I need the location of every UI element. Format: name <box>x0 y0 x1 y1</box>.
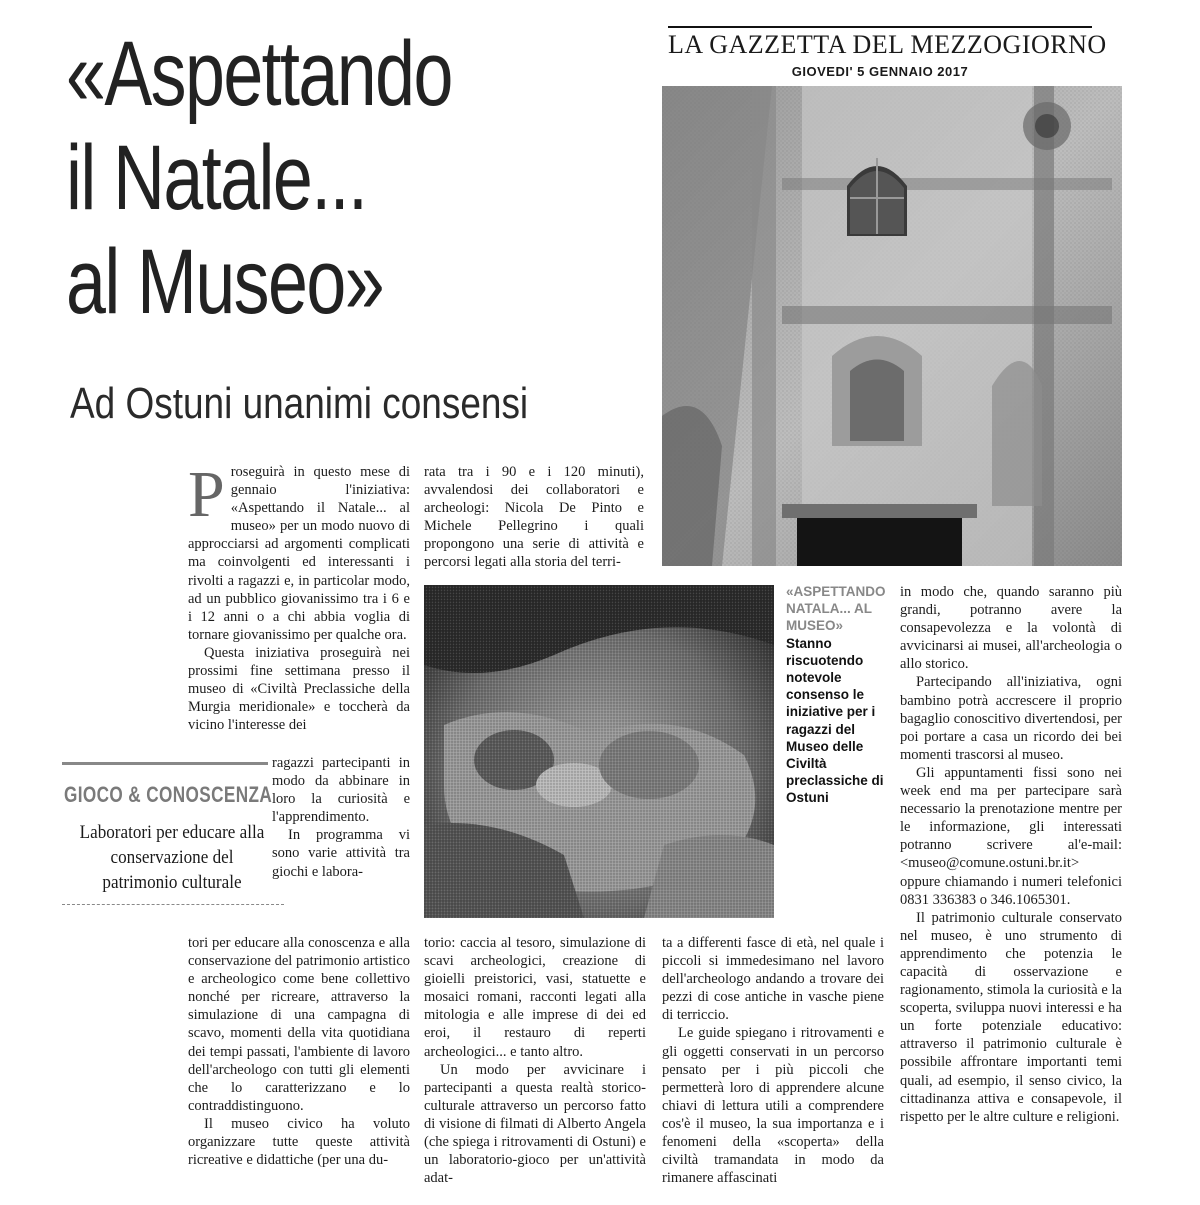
article-column-2-top <box>424 463 644 572</box>
paragraph: Il patrimonio culturale conservato nel museo, è uno strumento di apprendimento che potenzia le capacità di osservazione e ragionamento, stimola la curiosità e la scoperta, sviluppa nuovi interessi e ha un forte potenziale educativo: attraverso il patrimonio culturale è possibile affrontare importanti temi quali, ad esempio, il senso civico, la cittadinanza attiva e consapevole, il rispetto per le altre culture e religioni. <box>900 909 1122 1125</box>
caption-text: Stanno riscuotendo notevole consenso le iniziative per i ragazzi del Museo delle Civiltà preclassiche di Ostuni <box>786 635 884 806</box>
paragraph: In programma vi sono varie attività tra giochi e labora- <box>272 827 410 880</box>
excavation-photo <box>424 585 774 918</box>
sidebar-top-rule <box>62 762 268 765</box>
headline-line-2: il Natale... <box>66 127 367 229</box>
paragraph: roseguirà in questo mese di gennaio l'iniziativa: «Aspettando il Natale... al museo» per un modo nuovo di approcciarsi ad argomenti complicati ma coinvolgenti ed interessanti i rivolti a ragazzi e, in particolar modo, ad un pubblico giovanissimo tra i 6 e i 12 anni o a chi abbia voglia di tornare giovanissimo per qualche ora. <box>188 464 410 643</box>
subheadline: Ad Ostuni unanimi consensi <box>70 379 529 428</box>
sidebar-text: Laboratori per educare alla conservazione del patrimonio culturale <box>79 822 265 893</box>
article-column-2-bottom <box>424 934 646 1187</box>
paragraph: Le guide spiegano i ritrovamenti e gli oggetti conservati in un percorso pensato per i più piccoli che permetterà loro di apprendere alcune chiavi di lettura utili a comprendere cos'è il museo, la sua importanza e i fenomeni della «scoperta» della civiltà tramandata in modo da rimanere affascinati <box>662 1025 884 1187</box>
article-column-1 <box>188 458 410 734</box>
drop-cap: P <box>188 458 225 531</box>
paragraph: Un modo per avvicinare i partecipanti a questa realtà storico-culturale attraverso un percorso fatto di visione di filmati di Alberto Angela (che spiega i ritrovamenti di Ostuni) e un laboratorio-gioco per un'attività adat- <box>424 1061 646 1187</box>
headline-line-3: al Museo» <box>66 231 384 333</box>
paragraph: torio: caccia al tesoro, simulazione di scavi archeologici, creazione di gioielli preistorici, vasi, statuette e mosaici romani, racconti legati alla mitologia e alle imprese di dei ed eroi, il restauro di reperti archeologici... e tanto altro. <box>424 935 646 1060</box>
paragraph: tori per educare alla conoscenza e alla conservazione del patrimonio artistico e archeologico come bene collettivo nonché per ricreare, attraverso la simulazione di una campagna di scavo, momenti della vita quotidiana dei tempi passati, l'ambiente di lavoro dell'archeologo con tutti gli elementi che lo caratterizzano e lo contraddistinguono. <box>188 935 410 1114</box>
article-column-4 <box>900 583 1122 1126</box>
paragraph: rata tra i 90 e i 120 minuti), avvalendosi dei collaboratori e archeologi: Nicola De Pinto e Michele Pellegrino i quali propongono una serie di attività e percorsi legati alla storia del terri- <box>424 464 644 571</box>
caption-label: «ASPETTANDO NATALA... AL MUSEO» <box>786 584 886 634</box>
sidebar-kicker: GIOCO & CONOSCENZA <box>64 782 273 807</box>
headline-line-1: «Aspettando <box>66 23 452 125</box>
church-facade-photo <box>662 86 1122 566</box>
photo-caption <box>786 583 890 807</box>
headline <box>66 22 503 334</box>
paragraph: in modo che, quando saranno più grandi, potranno avere la consapevolezza e la volontà di avvicinarsi ai musei, all'archeologia o allo storico. <box>900 584 1122 673</box>
paragraph: Gli appuntamenti fissi sono nei week end ma per partecipare sarà necessario la prenotazione mentre per le informazione, gli interessati potranno scrivere al'e-mail: <museo@comune.ostuni.br.it> oppure chiamando i numeri telefonici 0831 336383 o 346.1065301. <box>900 764 1122 908</box>
newspaper-masthead <box>668 26 1107 86</box>
paragraph: Partecipando all'iniziativa, ogni bambino potrà accrescere il proprio bagaglio conoscitivo divertendosi, per poi portare a casa un ricordo dei bei momenti trascorsi al museo. <box>900 674 1122 763</box>
article-column-1-narrow <box>272 754 410 881</box>
newspaper-name: LA GAZZETTA DEL MEZZOGIORNO <box>668 30 1107 59</box>
article-column-1-bottom <box>188 934 410 1169</box>
issue-date: GIOVEDI' 5 GENNAIO 2017 <box>791 64 969 79</box>
article-column-3 <box>662 934 884 1187</box>
paragraph: Il museo civico ha voluto organizzare tutte queste attività ricreative e didattiche (per una du- <box>188 1115 410 1169</box>
sidebar-bottom-rule <box>62 904 284 905</box>
paragraph: ta a differenti fasce di età, nel quale i piccoli si immedesimano nel lavoro dell'archeologo andando a trovare dei pezzi di cose antiche in vasche piene di terriccio. <box>662 935 884 1024</box>
paragraph: Questa iniziativa proseguirà nei prossimi fine settimana presso il museo di «Civiltà Preclassiche della Murgia meridionale» e toccherà da vicino l'interesse dei <box>188 644 410 734</box>
paragraph: ragazzi partecipanti in modo da abbinare in loro la curiosità e l'apprendimento. <box>272 755 410 826</box>
